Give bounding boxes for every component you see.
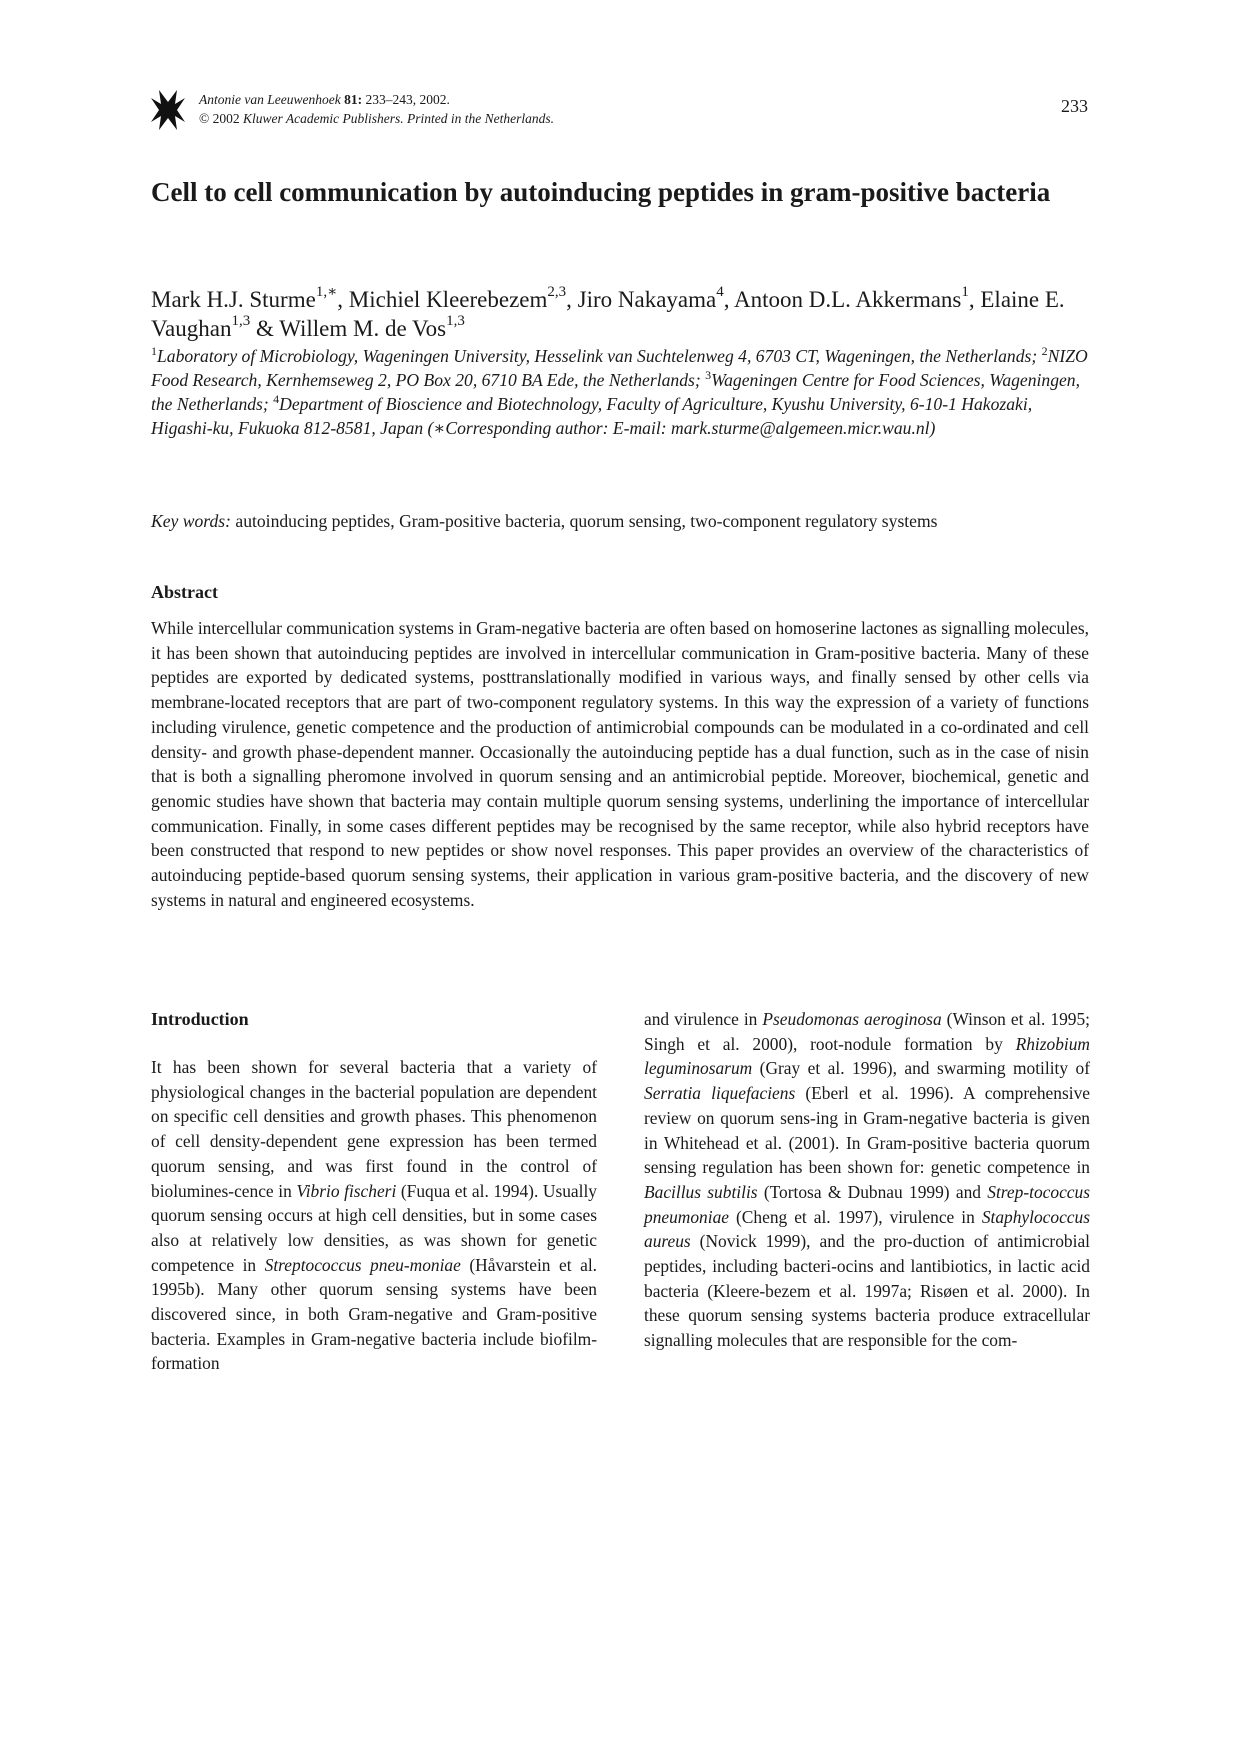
introduction-paragraph-right: [644, 1007, 1090, 1353]
species-name: Serratia liquefaciens: [644, 1083, 796, 1104]
journal-volume: 81:: [344, 92, 363, 107]
affiliation-number: 3: [705, 368, 712, 383]
abstract-heading: Abstract: [151, 582, 218, 602]
author-separator: ,: [968, 287, 981, 312]
body-text: (Cheng et al. 1997), virulence in: [729, 1206, 982, 1227]
author-separator: ,: [566, 287, 578, 312]
species-name: Vibrio fischeri: [296, 1180, 397, 1201]
body-text: (Winson et al. 1995; Singh et al. 2000), root-nodule formation by: [644, 1009, 1090, 1054]
affiliation-number: 4: [273, 392, 280, 407]
affiliation-list: [151, 344, 1096, 440]
keywords-text: autoinducing peptides, Gram-positive bacteria, quorum sensing, two-component regulatory systems: [235, 511, 938, 531]
publisher-logo-icon: [151, 90, 185, 130]
author-affiliation-marker: 2,3: [547, 284, 567, 301]
author-name: Elaine E. Vaughan: [151, 287, 1065, 341]
journal-citation: [199, 90, 554, 128]
author-affiliation-marker: 1,3: [231, 313, 251, 330]
body-text: (Novick 1999), and the pro-duction of antimicrobial peptides, including bacteri-ocins and lantibiotics, in lactic acid bacteria (Kleere-bezem et al. 1997a; Risøen et al. 2000). In these quorum sensing systems bacteria produce extracellular signalling molecules that are responsible for the com-: [644, 1231, 1090, 1351]
copyright-prefix: © 2002: [199, 111, 240, 126]
printed-note: Printed in the Netherlands.: [407, 111, 554, 126]
journal-line-1: [199, 90, 554, 109]
abstract-text: While intercellular communication systems in Gram-negative bacteria are often based on homoserine lactones as signalling molecules, it has been shown that autoinducing peptides are involved in intercellular communication in Gram-positive bacteria. Many of these peptides are exported by dedicated systems, posttranslationally modified in various ways, and finally sensed by other cells via membrane-located receptors that are part of two-component regulatory systems. In this way the expression of a variety of functions including virulence, genetic competence and the production of antimicrobial compounds can be modulated in a co-ordinated and cell density- and growth phase-dependent manner. Occasionally the autoinducing peptide has a dual function, such as in the case of nisin that is both a signalling pheromone involved in quorum sensing and an antimicrobial peptide. Moreover, biochemical, genetic and genomic studies have shown that bacteria may contain multiple quorum sensing systems, underlining the importance of intercellular communication. Finally, in some cases different peptides may be recognised by the same receptor, while also hybrid receptors have been constructed that respond to new peptides or show novel responses. This paper provides an overview of the characteristics of autoinducing peptide-based quorum sensing systems, their application in various gram-positive bacteria, and the discovery of new systems in natural and engineered ecosystems.: [151, 618, 1089, 910]
author-affiliation-marker: 4: [716, 284, 724, 301]
introduction-heading: Introduction: [151, 1009, 249, 1029]
body-text: (Gray et al. 1996), and swarming motility of: [752, 1058, 1090, 1079]
species-name: Rhizobium leguminosarum: [644, 1033, 1090, 1079]
left-column: [151, 1007, 597, 1376]
author-affiliation-marker: 1,∗: [315, 284, 338, 301]
author-affiliation-marker: 1: [961, 284, 969, 301]
author-list: [151, 285, 1096, 343]
body-text: (Eberl et al. 1996). A comprehensive review on quorum sens-ing in Gram-negative bacteria is given in Whitehead et al. (2001). In Gram-positive bacteria quorum sensing regulation has been shown for: genetic competence in: [644, 1083, 1090, 1178]
author-name: Mark H.J. Sturme: [151, 287, 316, 312]
author-name: Willem M. de Vos: [279, 316, 447, 341]
journal-pages-year: 233–243, 2002.: [365, 92, 450, 107]
species-name: Staphylococcus aureus: [644, 1206, 1090, 1252]
author-name: Jiro Nakayama: [577, 287, 717, 312]
publisher-name: Kluwer Academic Publishers.: [243, 111, 404, 126]
body-text: and virulence in: [644, 1009, 763, 1029]
body-text: (Fuqua et al. 1994). Usually quorum sensing occurs at high cell densities, but in some cases also at relatively low densities, as was shown for genetic competence in: [151, 1180, 598, 1275]
species-name: Pseudomonas aeroginosa: [762, 1009, 942, 1029]
right-column: [644, 1007, 1090, 1353]
journal-line-2: [199, 109, 554, 128]
affiliation-text: Department of Bioscience and Biotechnology, Faculty of Agriculture, Kyushu University, 6-10-1 Hakozaki, Higashi-ku, Fukuoka 812-8581, Japan (∗Corresponding author: E-mail: mark.sturme@algemeen.micr.wau.nl): [151, 394, 1033, 438]
affiliation-text: Wageningen Centre for Food Sciences, Wageningen, the Netherlands;: [151, 370, 1081, 414]
author-affiliation-marker: 1,3: [446, 313, 465, 330]
keywords-label: Key words:: [151, 511, 231, 531]
affiliation-number: 1: [151, 344, 157, 359]
species-name: Strep-tococcus pneumoniae: [644, 1181, 1090, 1227]
affiliation-number: 2: [1041, 344, 1048, 359]
affiliation-text: NIZO Food Research, Kernhemseweg 2, PO Box 20, 6710 BA Ede, the Netherlands;: [151, 346, 1088, 390]
body-text: It has been shown for several bacteria that a variety of physiological changes in the bacterial population are dependent on specific cell densities and growth phases. This phenomenon of cell density-dependent gene expression has been termed quorum sensing, and was first found in the control of biolumines-cence in: [151, 1057, 597, 1201]
body-text: (Håvarstein et al. 1995b). Many other quorum sensing systems have been discovered since, in both Gram-negative and Gram-positive bacteria. Examples in Gram-negative bacteria include biofilm-formation: [151, 1254, 598, 1374]
author-name: Antoon D.L. Akkermans: [733, 287, 962, 312]
journal-name: Antonie van Leeuwenhoek: [199, 92, 341, 107]
species-name: Streptococcus pneu-moniae: [264, 1254, 461, 1275]
introduction-paragraph-left: [151, 1055, 597, 1376]
author-separator: &: [250, 316, 280, 341]
page-number: 233: [1061, 96, 1088, 116]
author-name: Michiel Kleerebezem: [348, 287, 548, 312]
paper-title: Cell to cell communication by autoinducing peptides in gram-positive bacteria: [151, 177, 1051, 207]
journal-header: [151, 88, 1088, 132]
author-separator: ,: [337, 287, 349, 312]
author-separator: ,: [723, 287, 734, 312]
keywords: [151, 509, 1096, 533]
species-name: Bacillus subtilis: [644, 1181, 758, 1202]
affiliation-text: Laboratory of Microbiology, Wageningen University, Hesselink van Suchtelenweg 4, 6703 CT, Wageningen, the Netherlands;: [157, 346, 1042, 366]
body-text: (Tortosa & Dubnau 1999) and: [757, 1181, 988, 1202]
